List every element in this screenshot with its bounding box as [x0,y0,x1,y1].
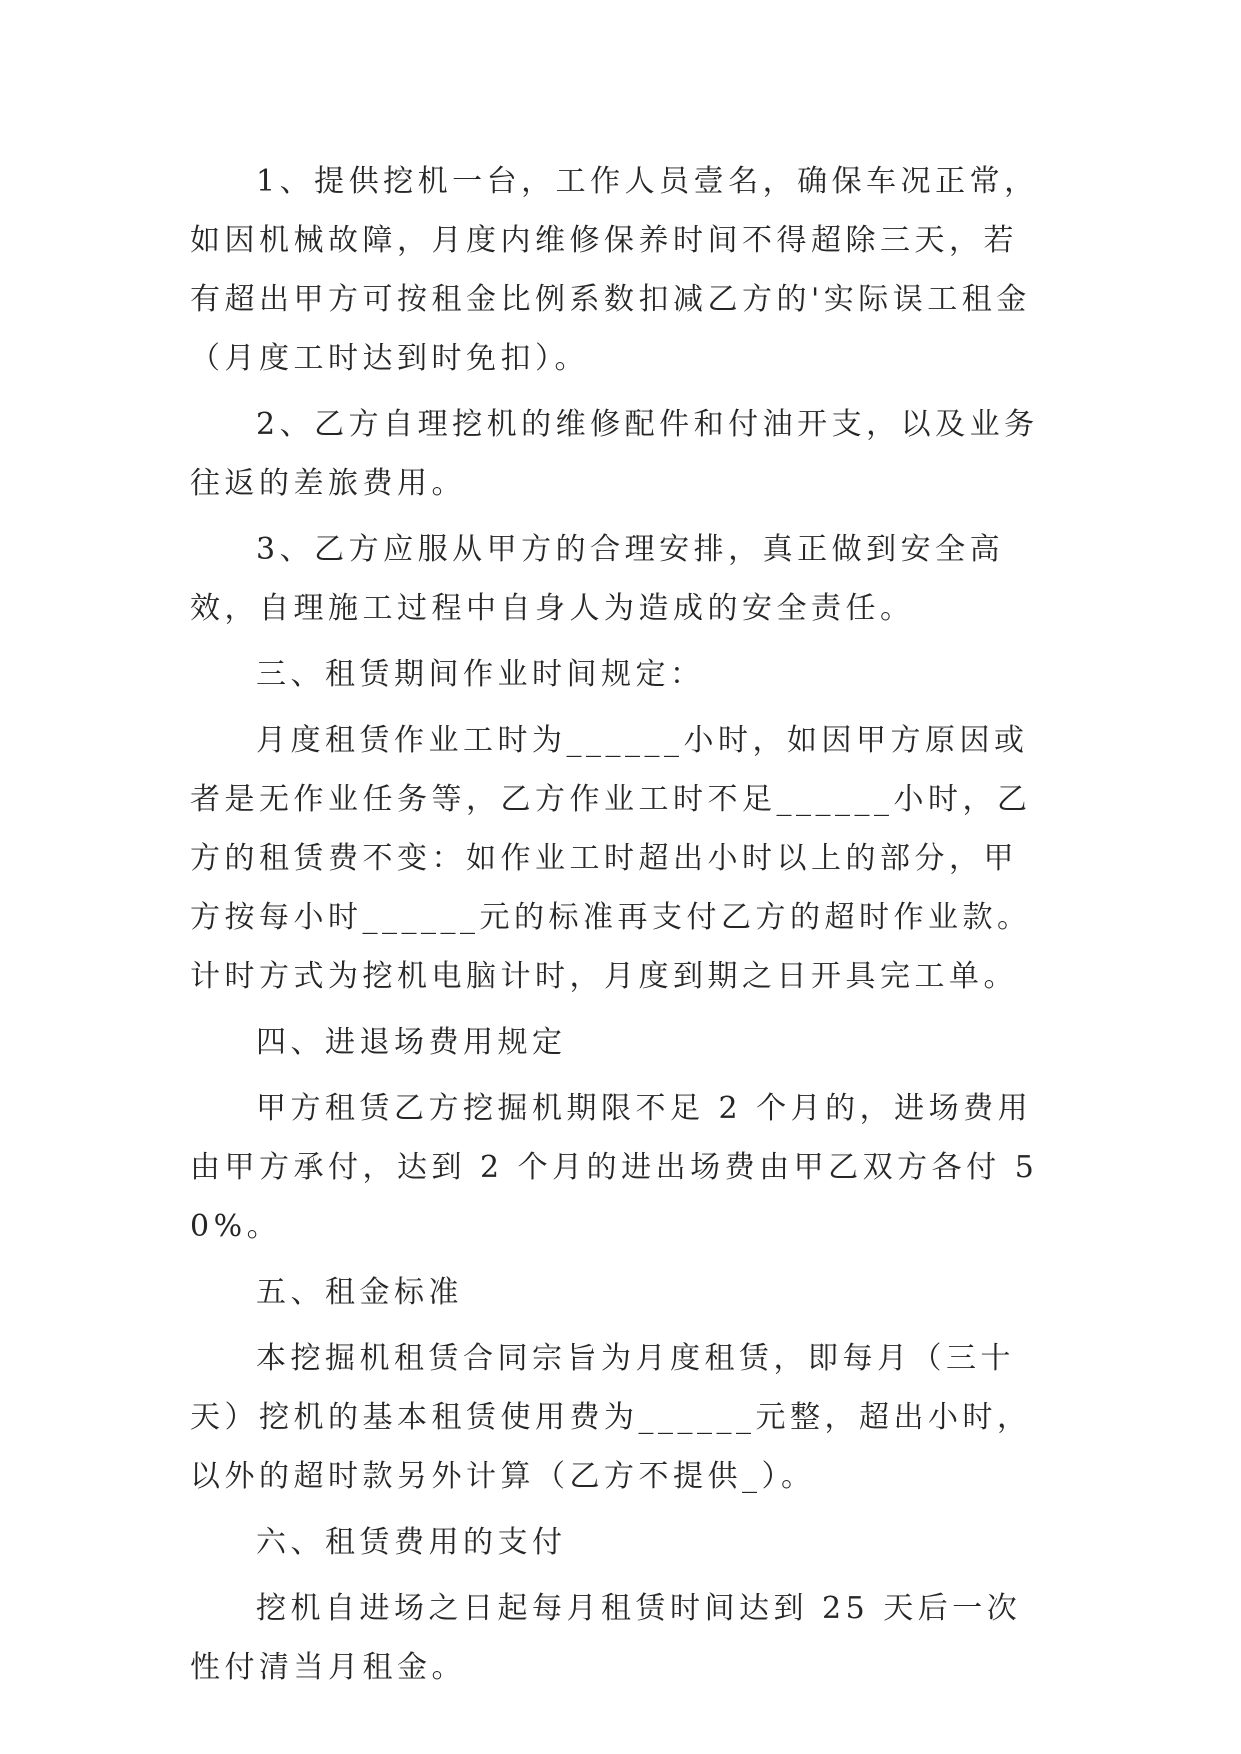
clause-1-paragraph: 1、提供挖机一台，工作人员壹名，确保车况正常，如因机械故障，月度内维修保养时间不得超除三天，若有超出甲方可按租金比例系数扣减乙方的'实际误工租金（月度工时达到时免扣）。 [190,164,1039,376]
section-5-heading: 五、租金标准 [256,1275,463,1310]
section-6-heading: 六、租赁费用的支付 [256,1525,567,1560]
section-4-heading: 四、进退场费用规定 [256,1025,567,1060]
document-body [190,152,1052,1704]
work-hours-paragraph: 月度租赁作业工时为______小时，如因甲方原因或者是无作业任务等，乙方作业工时不足______小时，乙方的租赁费不变：如作业工时超出小时以上的部分，甲方按每小时______元的标准再支付乙方的超时作业款。计时方式为挖机电脑计时，月度到期之日开具完工单。 [190,723,1032,994]
clause-2-paragraph: 2、乙方自理挖机的维修配件和付油开支，以及业务往返的差旅费用。 [190,407,1039,501]
entry-exit-fee-paragraph: 甲方租赁乙方挖掘机期限不足 2 个月的，进场费用由甲方承付，达到 2 个月的进出场费由甲乙双方各付 50%。 [190,1091,1039,1244]
section-3-heading: 三、租赁期间作业时间规定： [256,657,705,692]
clause-3-paragraph: 3、乙方应服从甲方的合理安排，真正做到安全高效，自理施工过程中自身人为造成的安全责任。 [190,532,1005,626]
rent-standard-paragraph: 本挖掘机租赁合同宗旨为月度租赁，即每月（三十天）挖机的基本租赁使用费为______元整，超出小时，以外的超时款另外计算（乙方不提供_）。 [190,1341,1032,1494]
payment-paragraph: 挖机自进场之日起每月租赁时间达到 25 天后一次性付清当月租金。 [190,1591,1022,1685]
